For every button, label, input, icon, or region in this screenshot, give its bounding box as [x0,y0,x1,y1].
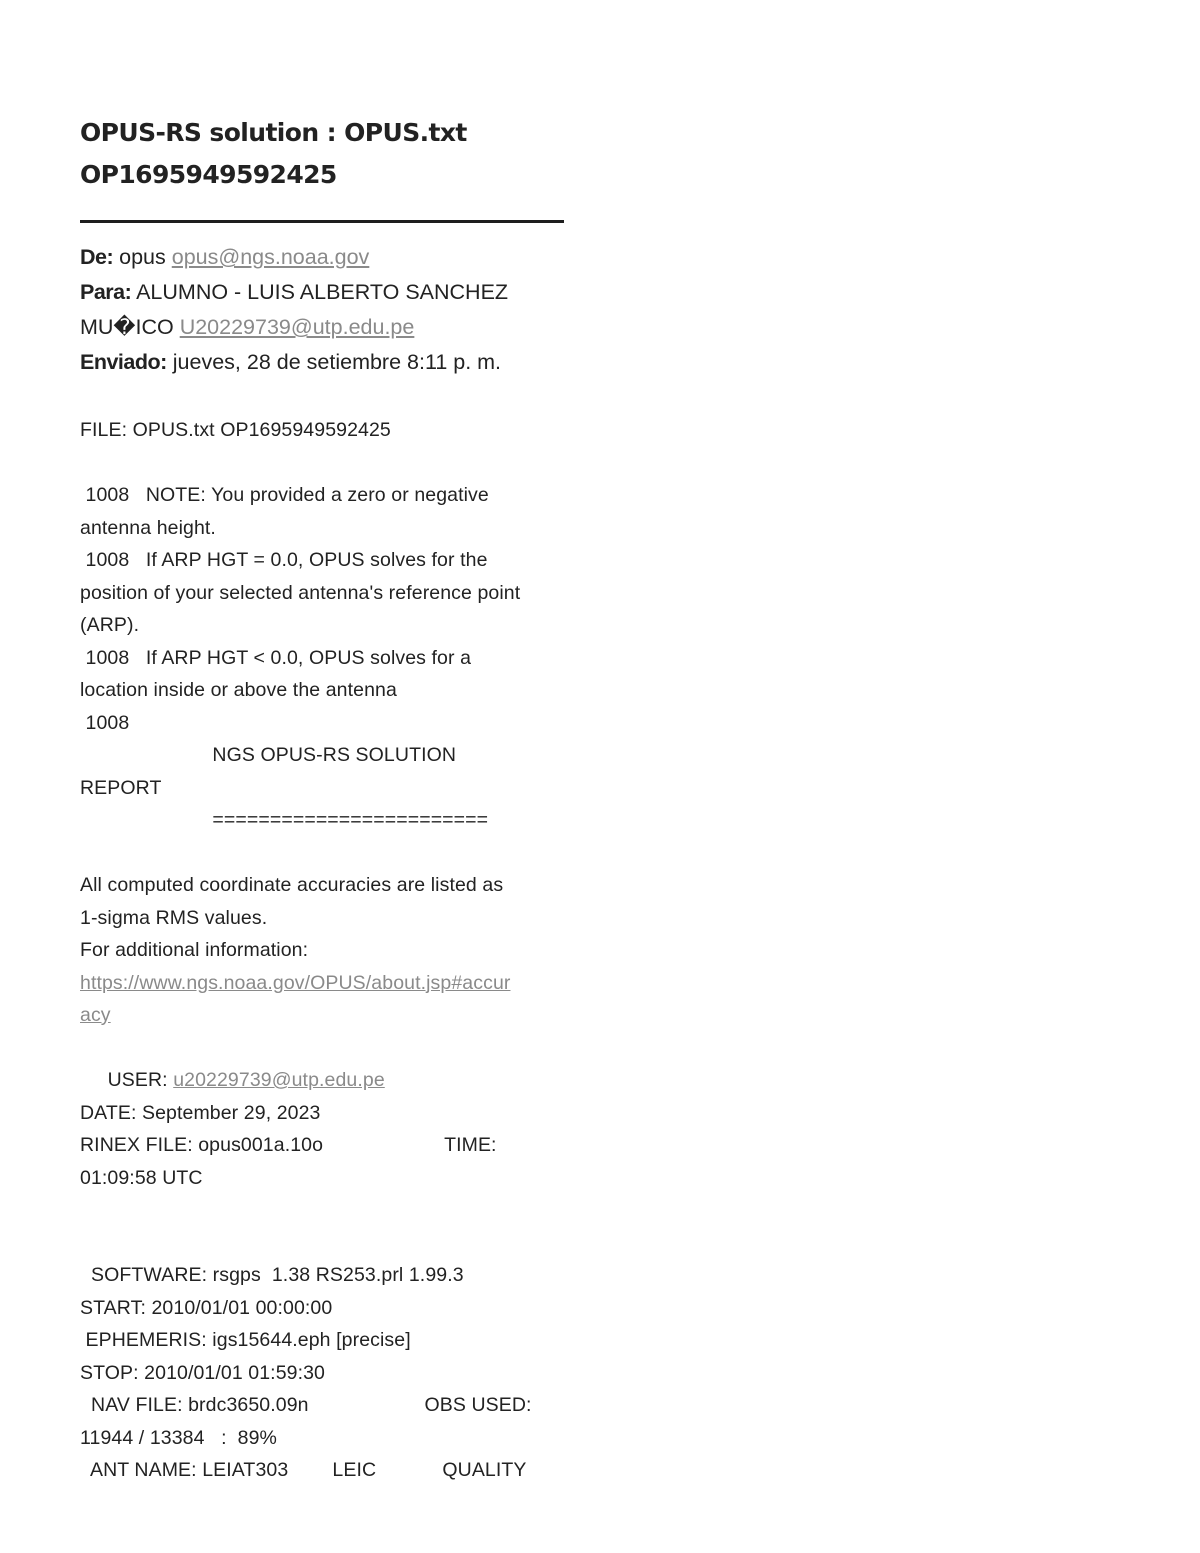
blank-line [80,1032,564,1065]
info-url-link[interactable]: https://www.ngs.noaa.gov/OPUS/about.jsp#accur [80,971,511,994]
report-title-wrap: REPORT [80,776,162,799]
email-document [80,112,564,1487]
email-subject [80,112,564,196]
info-url-link-continued[interactable]: acy [80,1004,111,1026]
report-title: NGS OPUS-RS SOLUTION [80,744,457,766]
to-name-line-2: MU�ICO [80,315,174,339]
note-3-line-b: location inside or above the antenna [80,679,397,701]
start-line: START: 2010/01/01 00:00:00 [80,1296,333,1319]
antenna-name-line: ANT NAME: LEIAT303 LEIC QUALITY [80,1459,527,1481]
user-label: USER: [80,1069,174,1091]
user-email-link[interactable]: u20229739@utp.edu.pe [173,1069,385,1091]
from-email-link[interactable]: opus@ngs.noaa.gov [171,245,370,269]
stop-line: STOP: 2010/01/01 01:59:30 [80,1361,325,1384]
report-rule: ======================== [80,809,489,831]
subject-divider [80,220,564,223]
rinex-line: RINEX FILE: opus001a.10o TIME: [80,1134,497,1156]
date-line: DATE: September 29, 2023 [80,1101,321,1124]
note-1-line-a: 1008 NOTE: You provided a zero or negative [80,484,489,506]
note-1-line-b: antenna height. [80,516,216,539]
user-line [80,1064,564,1097]
to-row [80,275,564,310]
to-email-link[interactable]: U20229739@utp.edu.pe [179,315,415,339]
sent-row [80,345,564,380]
to-row-continued [80,310,564,345]
info-url-line-2 [80,999,564,1032]
ephemeris-line: EPHEMERIS: igs15644.eph [precise] [80,1329,411,1351]
blank-line [80,1227,564,1260]
to-label: Para: [80,280,132,304]
email-subject-line-1: OPUS-RS solution : OPUS.txt [80,118,467,147]
note-4-line: 1008 [80,711,130,734]
blank-line [80,1194,564,1227]
note-2-line-c: (ARP). [80,614,140,636]
from-name: opus [119,245,166,269]
time-line: 01:09:58 UTC [80,1166,203,1189]
software-line: SOFTWARE: rsgps 1.38 RS253.prl 1.99.3 [80,1264,464,1286]
accuracy-line-1: All computed coordinate accuracies are listed as [80,874,504,896]
file-line: FILE: OPUS.txt OP1695949592425 [80,419,391,441]
message-body [80,414,564,1487]
note-2-line-a: 1008 If ARP HGT = 0.0, OPUS solves for the [80,549,488,571]
to-name-line-1: ALUMNO - LUIS ALBERTO SANCHEZ [136,280,509,304]
note-2-line-b: position of your selected antenna's reference point [80,581,521,604]
blank-line [80,837,564,870]
email-subject-line-2: OP1695949592425 [80,160,337,189]
sent-label: Enviado: [80,350,167,374]
from-label: De: [80,245,114,269]
note-3-line-a: 1008 If ARP HGT < 0.0, OPUS solves for a [80,646,472,669]
nav-file-line: NAV FILE: brdc3650.09n OBS USED: [80,1394,532,1416]
from-row [80,240,564,275]
accuracy-line-2: 1-sigma RMS values. [80,906,268,929]
info-label: For additional information: [80,939,309,961]
sent-value: jueves, 28 de setiembre 8:11 p. m. [172,350,502,374]
email-headers [80,240,564,380]
obs-used-line: 11944 / 13384 : 89% [80,1426,277,1449]
info-url-line-1 [80,967,564,1000]
blank-line [80,447,564,480]
